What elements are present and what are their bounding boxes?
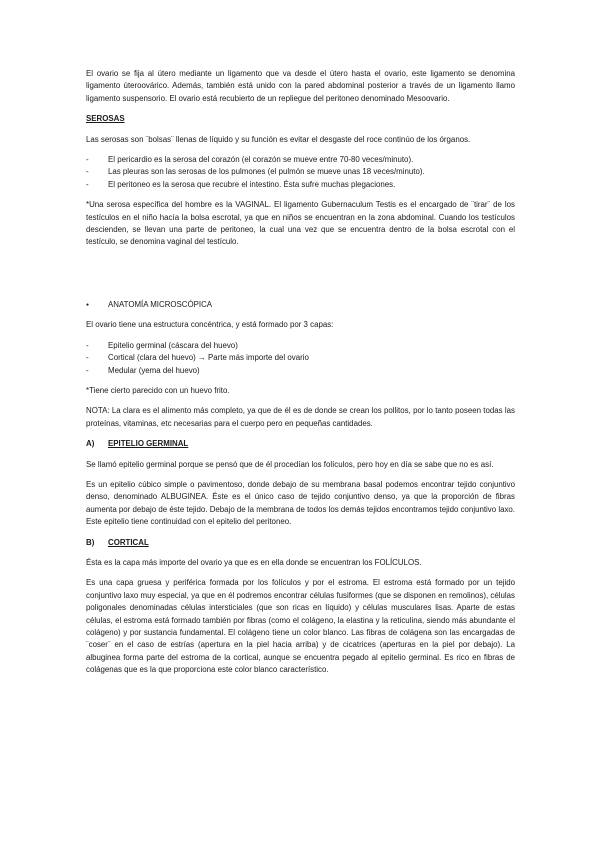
list-item: - El pericardio es la serosa del corazón (el corazón se mueve entre 70-80 veces/minuto). — [86, 154, 515, 166]
heading-serosas: SEROSAS — [86, 114, 125, 124]
paragraph-serosas-definicion: Las serosas son ¨bolsas¨ llenas de líquido y su función es evitar el desgaste del roce continúo de los órganos. — [86, 134, 471, 144]
paragraph-epitelio-descripcion: Es un epitelio cúbico simple o pavimentoso, donde debajo de su membrana basal podemos encontrar tejido conjuntivo denso, denominado ALBUGINEA. Éste es el único caso de tejido conjuntivo denso, ya que la proporción de fibras aumenta por debajo de éste tejido. Debajo de la membrana de todos los demás tejidos encontramos tejido conjuntivo laxo. Este epitelio tiene continuidad con el epitelio del peritoneo. — [86, 479, 515, 527]
paragraph-ovario-ligamentos: El ovario se fija al útero mediante un ligamento que va desde el útero hasta el ovario, este ligamento se denomina ligamento úteroovárico. Además, también está unido con la pared abdominal posterior a través de un ligamento llamo ligamento suspensorio. El ovario está recubierto de un repliegue del peritoneo denominado Mesoovario. — [86, 69, 515, 103]
heading-anatomia-microscopica: ● ANATOMÍA MICROSCÓPICA — [86, 299, 515, 311]
paragraph-vaginal-note: *Una serosa específica del hombre es la VAGINAL. El ligamento Gubernaculum Testis es el encargado de ¨tirar¨ de los testículos en el niño hacía la bolsa escrotal, ya que en niños se encuentran en la zona abdominal. Cuando los testículos descienden, se llevan una parte de peritoneo, la cual una vez que se encuentra dentro de la bolsa escrotal con el testículo, se denomina vaginal del testículo. — [86, 200, 515, 247]
list-item: - El peritoneo es la serosa que recubre el intestino. Ésta sufre muchas plegaciones. — [86, 179, 515, 191]
list-item: - Cortical (clara del huevo) → Parte más importe del ovario — [86, 352, 515, 364]
heading-letter: A) — [86, 439, 95, 449]
list-item: - Medular (yema del huevo) — [86, 365, 515, 377]
list-item: - Epitelio germinal (cáscara del huevo) — [86, 340, 515, 352]
paragraph-cortical-importancia: Ésta es la capa más importe del ovario ya que es en ella donde se encuentran los FOLÍCULOS. — [86, 557, 422, 567]
heading-text: EPITELIO GERMINAL — [108, 439, 189, 449]
heading-letter: B) — [86, 537, 95, 547]
paragraph-huevo-frito: *Tiene cierto parecido con un huevo frito. — [86, 385, 230, 395]
heading-text: CORTICAL — [108, 537, 149, 547]
spacer — [86, 257, 515, 299]
paragraph-nota: NOTA: La clara es el alimento más completo, ya que de él es de donde se crean los pollitos, por lo tanto poseen todas las proteínas, vitaminas, etc necesarias para el cuerpo pero en pequeñas cantidades. — [86, 406, 515, 428]
heading-epitelio-germinal — [86, 438, 515, 450]
list-capas — [86, 340, 515, 377]
paragraph-cortical-descripcion: Es una capa gruesa y periférica formada por los folículos y por el estroma. El estroma está formado por un tejido conjuntivo laxo muy especial, ya que en él podremos encontrar células fusiformes (que se disponen en remolinos), células poligonales denominadas células intersticiales (que son ricas en líquido) y células musculares lisas. Aparte de estas células, el estroma está formado también por fibras (como el colágeno, la elastina y la reticulina, siendo más abundante el colágeno) y por sustancia fundamental. El colágeno tiene un color blanco. Las fibras de colágena son las encargadas de ¨coser¨ en el caso de estrías (apertura en la piel hacia arriba) y de cicatrices (aperturas en la piel por debajo). La albuginea forma parte del estroma de la cortical, aunque se encuentra pegado al epitelio germinal. Es rico en fibras de colágenas que es la que proporciona este color blanco característico. — [86, 578, 515, 675]
paragraph-epitelio-origen: Se llamó epitelio germinal porque se pensó que de él procedían los folículos, pero hoy en día se sabe que no es así. — [86, 459, 494, 469]
paragraph-estructura: El ovario tiene una estructura concéntrica, y está formado por 3 capas: — [86, 320, 334, 330]
list-serosas — [86, 154, 515, 191]
heading-cortical — [86, 537, 515, 549]
list-item: - Las pleuras son las serosas de los pulmones (el pulmón se mueve unas 18 veces/minuto). — [86, 166, 515, 178]
